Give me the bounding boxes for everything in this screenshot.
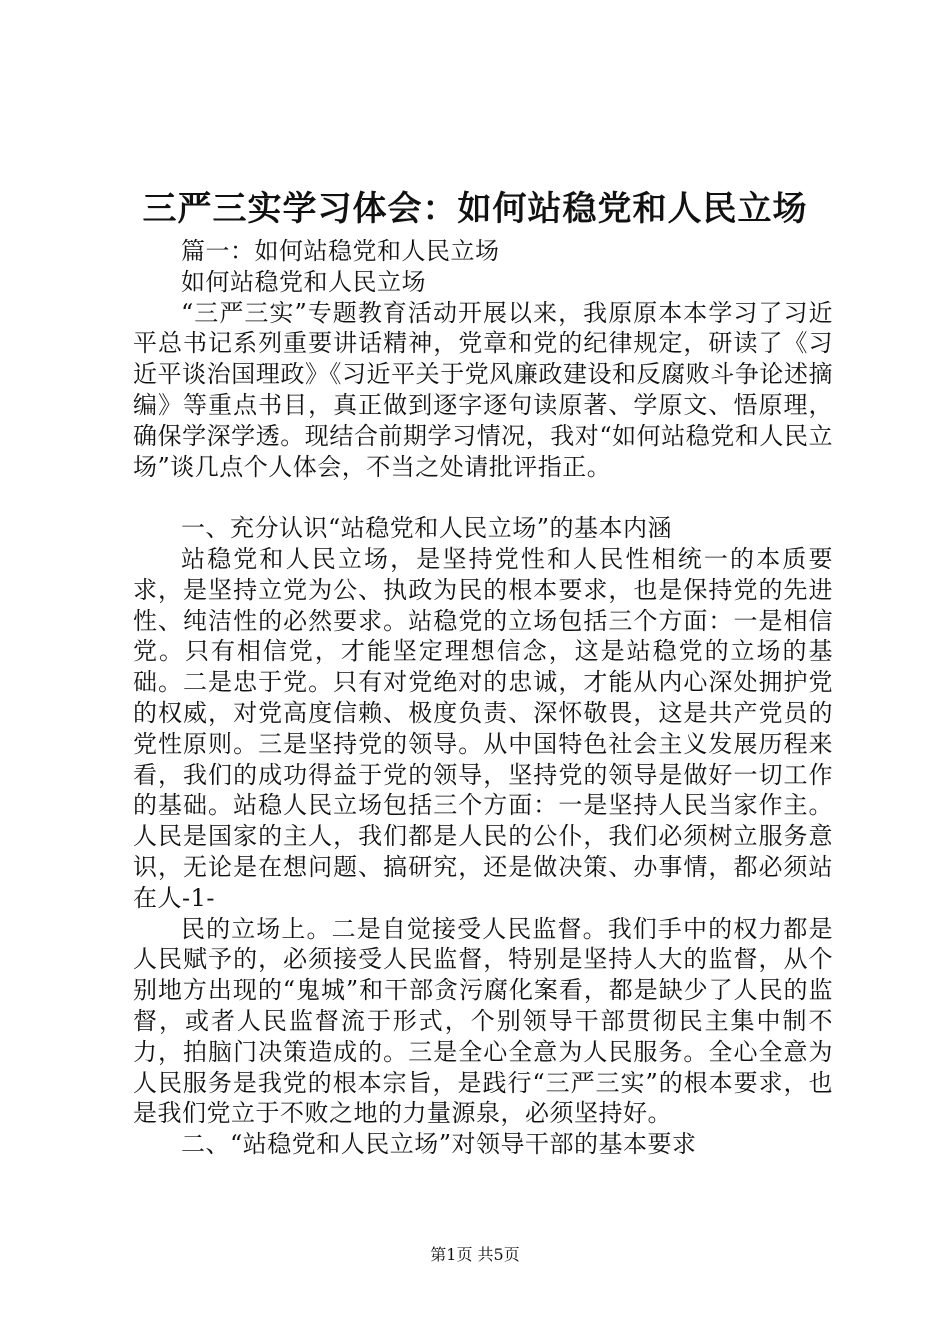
document-body [133,236,833,1160]
page-footer: 第1页 共5页 [430,1245,520,1264]
section1-paragraph-2: 民的立场上。二是自觉接受人民监督。我们手中的权力都是人民赋予的，必须接受人民监督，特别是坚持人大的监督，从个别地方出现的“鬼城”和干部贪污腐化案看，都是缺少了人民的监督，或者人民监督流于形式，个别领导干部贯彻民主集中制不力，拍脑门决策造成的。三是全心全意为人民服务。全心全意为人民服务是我党的根本宗旨，是践行“三严三实”的根本要求，也是我们党立于不败之地的力量源泉，必须坚持好。 [133,914,833,1128]
document-title: 三严三实学习体会：如何站稳党和人民立场 [142,189,808,229]
section-heading-1: 一、充分认识“站稳党和人民立场”的基本内涵 [181,514,673,543]
section-heading-2: 二、“站稳党和人民立场”对领导干部的基本要求 [181,1130,697,1159]
section1-paragraph-1: 站稳党和人民立场，是坚持党性和人民性相统一的本质要求，是坚持立党为公、执政为民的根本要求，也是保持党的先进性、纯洁性的必然要求。站稳党的立场包括三个方面：一是相信党。只有相信党，才能坚定理想信念，这是站稳党的立场的基础。二是忠于党。只有对党绝对的忠诚，才能从内心深处拥护党的权威，对党高度信赖、极度负责、深怀敬畏，这是共产党员的党性原则。三是坚持党的领导。从中国特色社会主义发展历程来看，我们的成功得益于党的领导，坚持党的领导是做好一切工作的基础。站稳人民立场包括三个方面：一是坚持人民当家作主。人民是国家的主人，我们都是人民的公仆，我们必须树立服务意识，无论是在想问题、搞研究，还是做决策、办事情，都必须站在人-1- [133,544,833,912]
paragraph-gap [133,482,833,513]
article-heading-1: 篇一：如何站稳党和人民立场 [181,237,500,265]
intro-paragraph: “三严三实”专题教育活动开展以来，我原原本本学习了习近平总书记系列重要讲话精神，党章和党的纪律规定，研读了《习近平谈治国理政》《习近平关于党风廉政建设和反腐败斗争论述摘编》等重点书目，真正做到逐字逐句读原著、学原文、悟原理，确保学深学透。现结合前期学习情况，我对“如何站稳党和人民立场”谈几点个人体会，不当之处请批评指正。 [133,298,833,481]
article-heading-2: 如何站稳党和人民立场 [181,267,426,296]
